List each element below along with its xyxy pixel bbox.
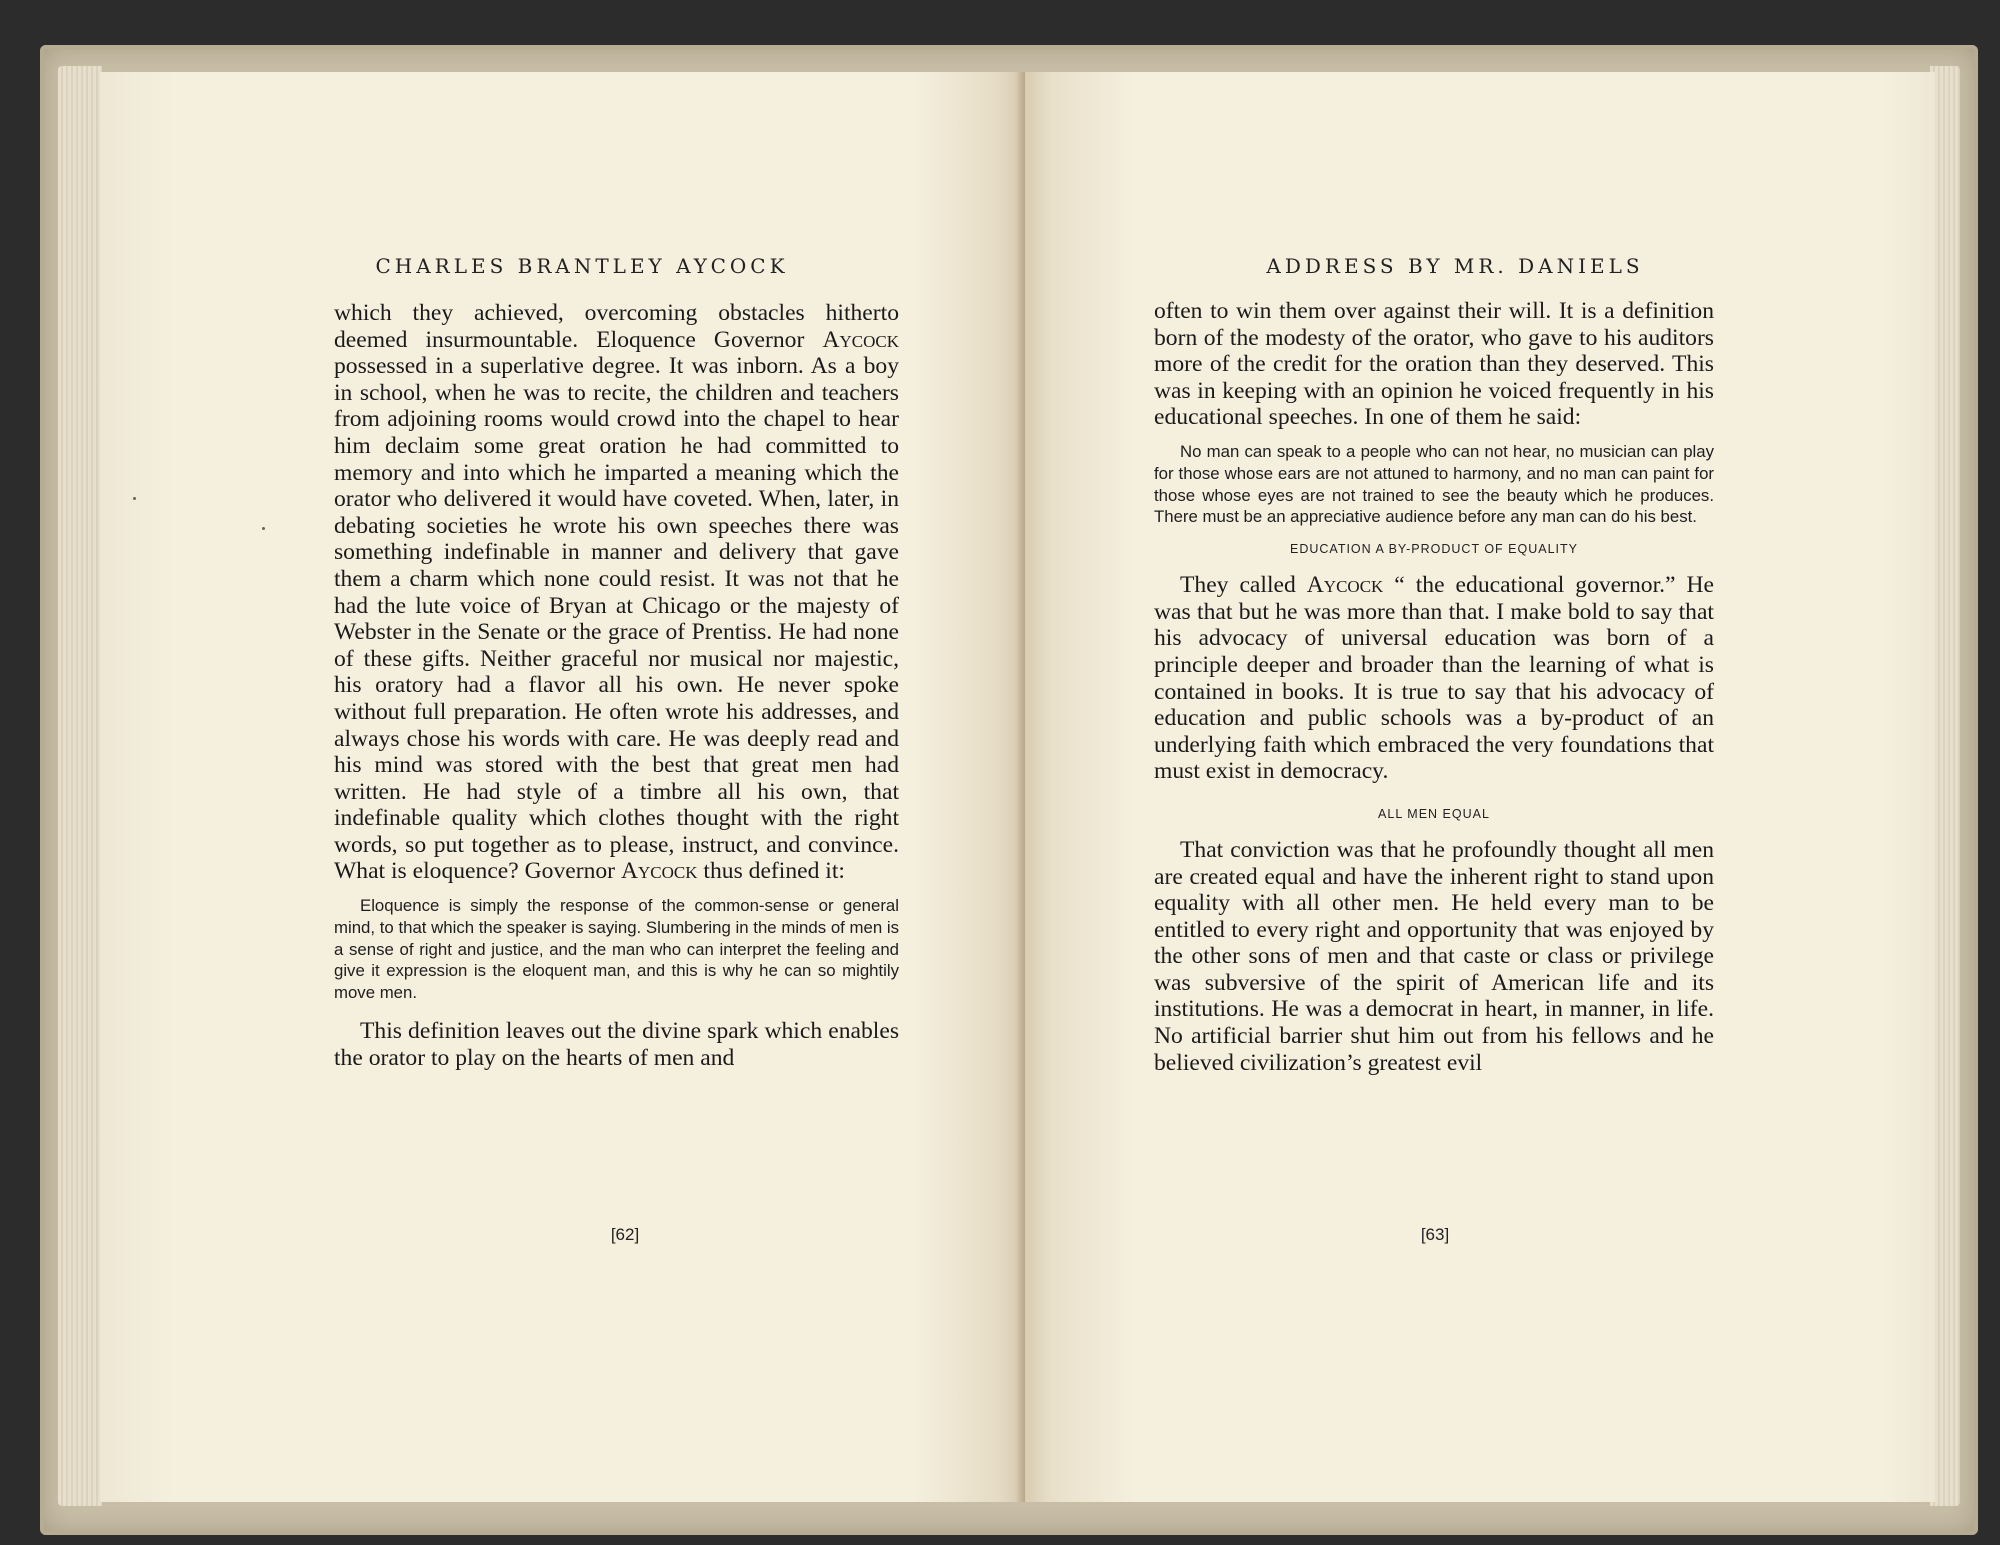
paper-speck — [262, 527, 265, 530]
left-paragraph-2: This definition leaves out the divine spark which enables the orator to play on the hearts of men and — [334, 1018, 899, 1071]
name-aycock: Aycock — [1306, 572, 1384, 599]
left-body — [334, 300, 899, 1071]
left-block-quote: Eloquence is simply the response of the common-sense or general mind, to that which the speaker is saying. Slumbering in the minds of men is a sense of right and justice, and the man who can interpret the feeling and give it expression is the eloquent man, and this is why he can so mightily move men. — [334, 896, 899, 1003]
text-run: possessed in a superlative degree. It was inborn. As a boy in school, when he was to recite, the children and teachers from adjoining rooms would crowd into the chapel to hear him declaim some great oration he had committed to memory and into which he imparted a meaning which the orator who delivered it would have coveted. When, later, in debating societies he wrote his own speeches there was something indefinable in manner and delivery that gave them a charm which none could resist. It was not that he had the lute voice of Bryan at Chicago or the majesty of Webster in the Senate or the grace of Prentiss. He had none of these gifts. Neither graceful nor musical nor majestic, his oratory had a flavor all his own. He never spoke without full preparation. He often wrote his addresses, and always chose his words with care. He was deeply read and his mind was stored with the best that great men had written. He had style of a timbre all his own, that indefinable quality which clothes thought with the right words, so put together as to please, instruct, and convince. What is eloquence? Governor — [334, 353, 899, 885]
left-running-head: CHARLES BRANTLEY AYCOCK — [375, 254, 789, 278]
text-run: thus defined it: — [697, 858, 845, 885]
right-paragraph-1: often to win them over against their will. It is a definition born of the modesty of the orator, who gave to his auditors more of the credit for the oration than they deserved. This was in keeping with an opinion he voiced frequently in his educational speeches. In one of them he said: — [1154, 298, 1714, 431]
right-running-head: ADDRESS BY MR. DANIELS — [1266, 254, 1644, 278]
text-run: They called — [1180, 572, 1307, 599]
page-edges-left — [58, 66, 102, 1506]
paper-speck — [133, 497, 136, 500]
right-block-quote: No man can speak to a people who can not hear, no musician can play for those whose ears are not attuned to harmony, and no man can paint for those whose eyes are not trained to see the beauty which he produces. There must be an appreciative audience before any man can do his best. — [1154, 441, 1714, 527]
right-page-number: [63] — [1420, 1225, 1450, 1244]
right-paragraph-3: That conviction was that he profoundly thought all men are created equal and have the inherent right to stand upon equality with all other men. He held every man to be entitled to every right and opportunity that was enjoyed by the other sons of men and that caste or class or privilege was subversive of the spirit of American life and its institutions. He was a democrat in heart, in manner, in life. No artificial barrier shut him out from his fellows and he believed civilization’s greatest evil — [1154, 836, 1714, 1076]
section-heading-all-men-equal: ALL MEN EQUAL — [1378, 806, 1490, 821]
right-paragraph-2 — [1154, 572, 1714, 785]
name-aycock: Aycock — [620, 858, 698, 885]
section-heading-education: EDUCATION A BY-PRODUCT OF EQUALITY — [1290, 542, 1578, 557]
left-paragraph-1 — [334, 300, 899, 885]
left-page-number: [62] — [610, 1225, 640, 1244]
text-run: which they achieved, overcoming obstacles hitherto deemed insurmountable. Eloquence Governor — [334, 300, 899, 353]
text-run: “ the educational governor.” He was that but he was more than that. I make bold to say that his advocacy of universal education was born of a principle deeper and broader than the learning of what is contained in books. It is true to say that his advocacy of education and public schools was a by-product of an underlying faith which embraced the very foundations that must exist in democracy. — [1154, 572, 1714, 785]
name-aycock: Aycock — [822, 326, 899, 353]
right-body — [1154, 298, 1714, 1076]
